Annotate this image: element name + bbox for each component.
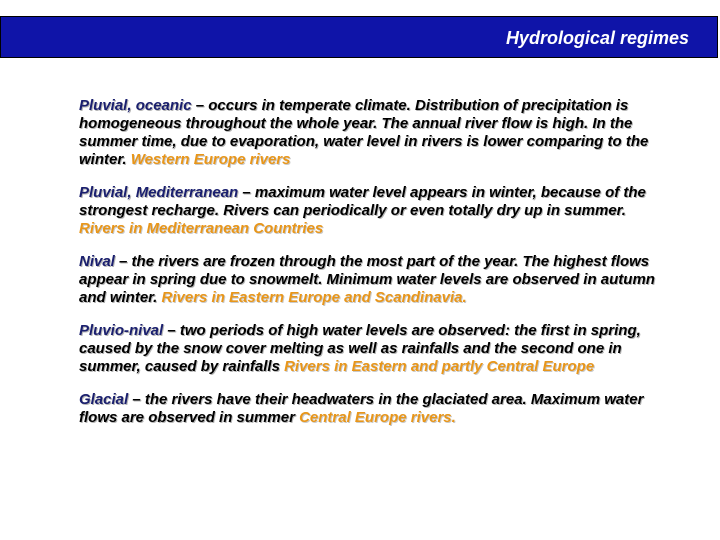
content xyxy=(79,97,707,442)
description-text: summer, caused by rainfalls xyxy=(79,358,285,375)
paragraph-glacial xyxy=(79,391,707,427)
region-text: Western Europe rivers xyxy=(130,151,291,168)
paragraph-pluvial-oceanic xyxy=(79,97,707,169)
regime-term: Pluvio-nival xyxy=(79,322,164,339)
description-text: caused by the snow cover melting as well as rainfalls and the second one in xyxy=(79,340,622,357)
description-text: – the rivers are frozen through the most part of the year. The highest flows xyxy=(114,253,650,270)
paragraph-pluvio-nival xyxy=(79,322,707,376)
regime-term: Glacial xyxy=(79,391,129,408)
region-text: Rivers in Eastern Europe and Scandinavia. xyxy=(161,289,467,306)
page-title: Hydrological regimes xyxy=(505,28,689,48)
region-text: Rivers in Eastern and partly Central Europe xyxy=(284,358,595,375)
regime-term: Pluvial, oceanic xyxy=(79,97,192,114)
description-text: flows are observed in summer xyxy=(79,409,300,426)
description-text: appear in spring due to snowmelt. Minimum water levels are observed in autumn xyxy=(79,271,655,288)
description-text: strongest recharge. Rivers can periodically or even totally dry up in summer. xyxy=(79,202,626,219)
description-text: – two periods of high water levels are observed: the first in spring, xyxy=(163,322,641,339)
description-text: homogeneous throughout the whole year. The annual river flow is high. In the xyxy=(79,115,633,132)
paragraph-pluvial-mediterranean xyxy=(79,184,707,238)
region-text: Central Europe rivers. xyxy=(299,409,456,426)
description-text: summer time, due to evaporation, water level in rivers is lower comparing to the xyxy=(79,133,649,150)
description-text: – maximum water level appears in winter, because of the xyxy=(238,184,646,201)
description-text: – the rivers have their headwaters in the glaciated area. Maximum water xyxy=(128,391,644,408)
regime-term: Nival xyxy=(79,253,115,270)
description-text: winter. xyxy=(79,151,131,168)
description-text: and winter. xyxy=(79,289,162,306)
paragraph-nival xyxy=(79,253,707,307)
title-bar xyxy=(0,16,718,58)
regime-term: Pluvial, Mediterranean xyxy=(79,184,239,201)
description-text: – occurs in temperate climate. Distribution of precipitation is xyxy=(191,97,629,114)
region-text: Rivers in Mediterranean Countries xyxy=(79,220,324,237)
